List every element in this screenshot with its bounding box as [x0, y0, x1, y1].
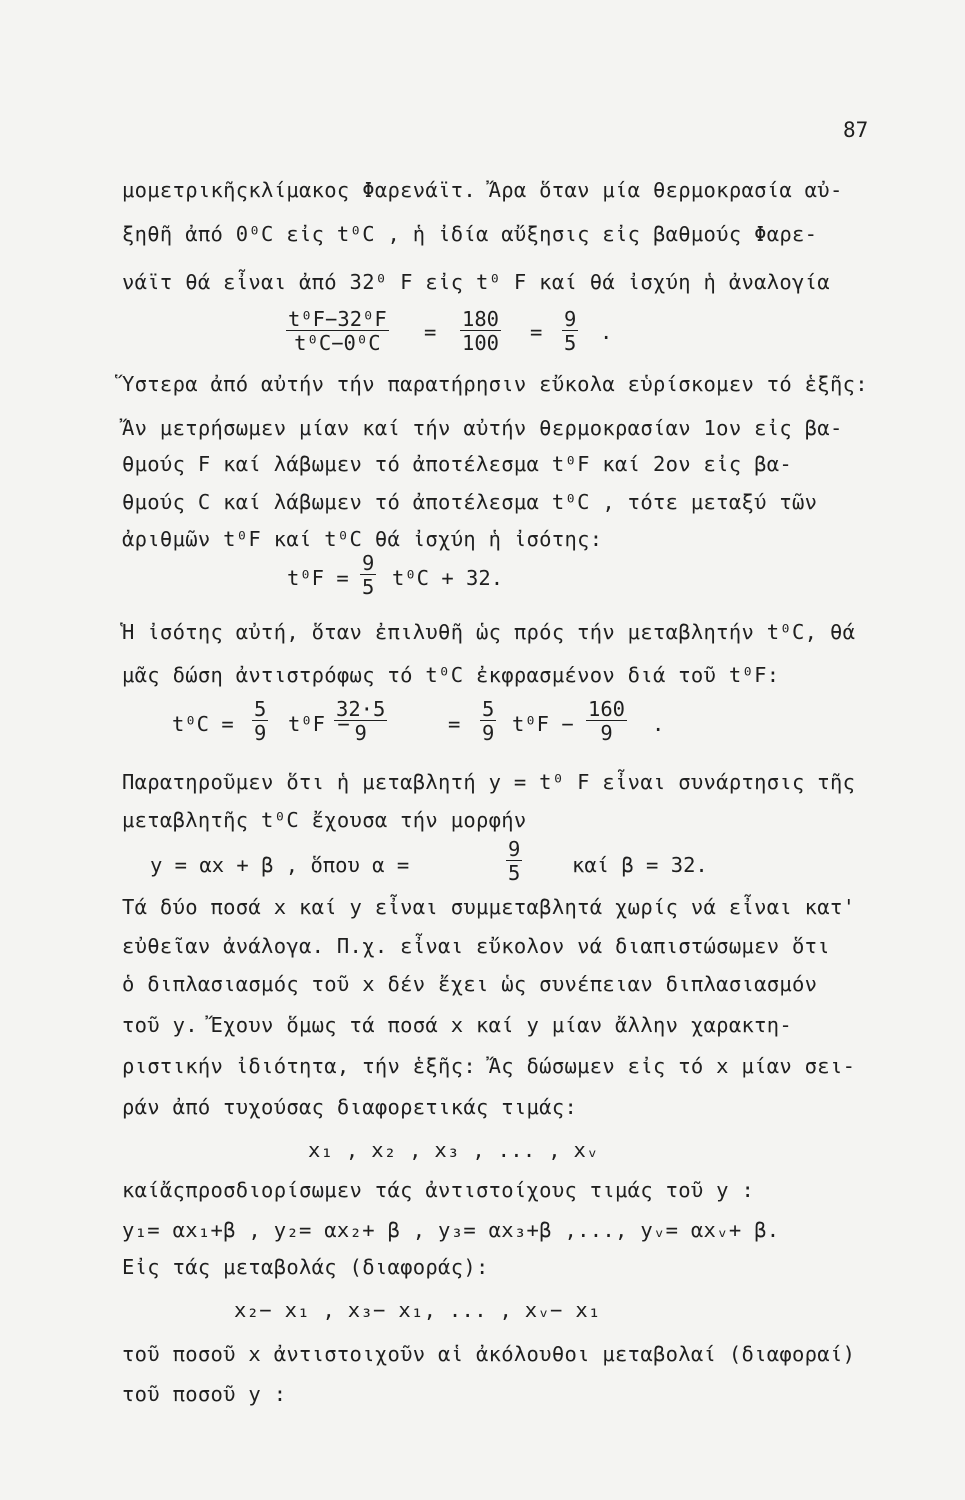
text-line-9: Ἡ ἰσότης αὐτή, ὅταν ἐπιλυθῆ ὡς πρός τήν μεταβλητήν t⁰C, θά — [122, 620, 856, 644]
text-line-1: μομετρικῆςκλίμακος Φαρενάϊτ. Ἄρα ὅταν μία θερμοκρασία αὐ- — [122, 178, 843, 202]
fraction-5-9: $\frac{5}{9}$ — [254, 697, 267, 745]
fraction-9-5: $\frac{9}{5}$ — [508, 837, 521, 885]
fraction-temperature-ratio: $\frac{\text{t⁰F−32⁰F}}{\text{t⁰C−0⁰C}}$ — [288, 307, 387, 355]
text-line-8: ἀριθμῶν t⁰F καί t⁰C θά ἰσχύη ἡ ἰσότης: — [122, 527, 603, 551]
text-line-7: θμούς C καί λάβωμεν τό ἀποτέλεσμα t⁰C , τότε μεταξύ τῶν — [122, 490, 818, 514]
sequence-differences: x₂− x₁ , x₃− x₁, ... , xᵥ− x₁ — [234, 1298, 601, 1322]
text-line-12: μεταβλητῆς t⁰C ἔχουσα τήν μορφήν — [122, 808, 527, 832]
page-number: 87 — [843, 118, 869, 142]
text-line-15: ὁ διπλασιασμός τοῦ x δέν ἔχει ὡς συνέπειαν διπλασιασμόν — [122, 972, 818, 996]
text-line-3: νάϊτ θά εἶναι ἀπό 32⁰ F εἰς t⁰ F καί θά ἰσχύη ἡ ἀναλογία — [122, 270, 830, 294]
text-line-25: τοῦ ποσοῦ y : — [122, 1382, 287, 1406]
text-line-10: μᾶς δώση ἀντιστρόφως τό t⁰C ἐκφρασμένον διά τοῦ t⁰F: — [122, 663, 780, 687]
document-page: 87 μομετρικῆςκλίμακος Φαρενάϊτ. Ἄρα ὅταν μία θερμοκρασία αὐ- ξηθῆ ἀπό 0⁰C εἰς t⁰C , ἡ ἰδία αὔξησις εἰς βαθμούς Φαρε- νάϊτ θά εἶναι ἀπό 32⁰ F εἰς t⁰ F καί θά ἰσχύη ἡ ἀναλογία $\frac{\text{t⁰F−32⁰F}}{\text{t⁰C−0⁰C}}$ = $\frac{180}{100}$ = $\frac{9}{5}$ . Ὕστερα ἀπό αὐτήν τήν παρατήρησιν εὔκολα εὑρίσκομεν τό ἑξῆς: Ἄν μετρήσωμεν μίαν καί τήν αὐτήν θερμοκρασίαν 1ον εἰς βα- θμούς F καί λάβωμεν τό ἀποτέλεσμα t⁰F καί 2ον εἰς βα- θμούς C καί λάβωμεν τό ἀποτέλεσμα t⁰C , τότε μεταξύ τῶν ἀριθμῶν t⁰F καί t⁰C θά ἰσχύη ἡ ἰσότης: t⁰F = $\frac{9}{5}$ t⁰C + 32. Ἡ ἰσότης αὐτή, ὅταν ἐπιλυθῆ ὡς πρός τήν μεταβλητήν t⁰C, θά μᾶς δώση ἀντιστρόφως τό t⁰C ἐκφρασμένον διά τοῦ t⁰F: t⁰C = $\frac{5}{9}$ t⁰F − $\frac{32\cdot 5}{9}$ = $\frac{5}{9}$ t⁰F − $\frac{160}{9}$ . Παρατηροῦμεν ὅτι ἡ μεταβλητή y = t⁰ F εἶναι συνάρτησις τῆς μεταβλητῆς t⁰C ἔχουσα τήν μορφήν y = αx + β , ὅπου α = $\frac{9}{5}$ καί β = 32. Τά δύο ποσά x καί y εἶναι συμμεταβλητά χωρίς νά εἶναι κατ' εὐθεῖαν ἀνάλογα. Π.χ. εἶναι εὔκολον νά διαπιστώσωμεν ὅτι ὁ διπλασιασμός τοῦ x δέν ἔχει ὡς συνέπειαν διπλασιασμόν τοῦ y. Ἔχουν ὅμως τά ποσά x καί y μίαν ἄλλην χαρακτη- ριστικήν ἰδιότητα, τήν ἑξῆς: Ἄς δώσωμεν εἰς τό x μίαν σει- ράν ἀπό τυχούσας διαφορετικάς τιμάς: x₁ , x₂ , x₃ , ... , xᵥ καίἄςπροσδιορίσωμεν τάς ἀντιστοίχους τιμάς τοῦ y : y₁= αx₁+β , y₂= αx₂+ β , y₃= αx₃+β ,..., yᵥ= αxᵥ+ β. Εἰς τάς μεταβολάς (διαφοράς): x₂− x₁ , x₃− x₁, ... , xᵥ− x₁ τοῦ ποσοῦ x ἀντιστοιχοῦν αἱ ἀκόλουθοι μεταβολαί (διαφοραί) τοῦ ποσοῦ y : — [122, 118, 869, 1406]
text-line-4: Ὕστερα ἀπό αὐτήν τήν παρατήρησιν εὔκολα εὑρίσκομεν τό ἑξῆς: — [122, 372, 868, 396]
text-line-17: ριστικήν ἰδιότητα, τήν ἑξῆς: Ἄς δώσωμεν εἰς τό x μίαν σει- — [122, 1054, 856, 1078]
text-line-20: καίἄςπροσδιορίσωμεν τάς ἀντιστοίχους τιμάς τοῦ y : — [122, 1178, 755, 1202]
text-line-22: Εἰς τάς μεταβολάς (διαφοράς): — [122, 1255, 489, 1279]
text-line-5: Ἄν μετρήσωμεν μίαν καί τήν αὐτήν θερμοκρασίαν 1ον εἰς βα- — [122, 416, 843, 440]
text-line-14: εὐθεῖαν ἀνάλογα. Π.χ. εἶναι εὔκολον νά διαπιστώσωμεν ὅτι — [122, 934, 830, 958]
text-line-18: ράν ἀπό τυχούσας διαφορετικάς τιμάς: — [122, 1095, 578, 1119]
text-line-24: τοῦ ποσοῦ x ἀντιστοιχοῦν αἱ ἀκόλουθοι μεταβολαί (διαφοραί) — [122, 1342, 856, 1366]
sequence-y-values: y₁= αx₁+β , y₂= αx₂+ β , y₃= αx₃+β ,..., yᵥ= αxᵥ+ β. — [122, 1218, 780, 1242]
fraction-5-9-b: $\frac{5}{9}$ — [482, 697, 495, 745]
text-line-16: τοῦ y. Ἔχουν ὅμως τά ποσά x καί y μίαν ἄλλην χαρακτη- — [122, 1013, 793, 1037]
sequence-x-values: x₁ , x₂ , x₃ , ... , xᵥ — [308, 1138, 599, 1162]
fraction-180-100: $\frac{180}{100}$ — [462, 307, 500, 355]
text-line-11: Παρατηροῦμεν ὅτι ἡ μεταβλητή y = t⁰ F εἶναι συνάρτησις τῆς — [122, 770, 856, 794]
text-line-2: ξηθῆ ἀπό 0⁰C εἰς t⁰C , ἡ ἰδία αὔξησις εἰς βαθμούς Φαρε- — [122, 222, 818, 246]
fraction-32x5-9: $\frac{32\cdot 5}{9}$ — [336, 697, 386, 745]
text-line-13: Τά δύο ποσά x καί y εἶναι συμμεταβλητά χωρίς νά εἶναι κατ' — [122, 895, 856, 919]
fraction-160-9: $\frac{160}{9}$ — [588, 697, 626, 745]
fraction-9-5: $\frac{9}{5}$ — [564, 307, 577, 355]
fraction-9-5: $\frac{9}{5}$ — [362, 551, 375, 599]
text-line-6: θμούς F καί λάβωμεν τό ἀποτέλεσμα t⁰F καί 2ον εἰς βα- — [122, 452, 793, 476]
